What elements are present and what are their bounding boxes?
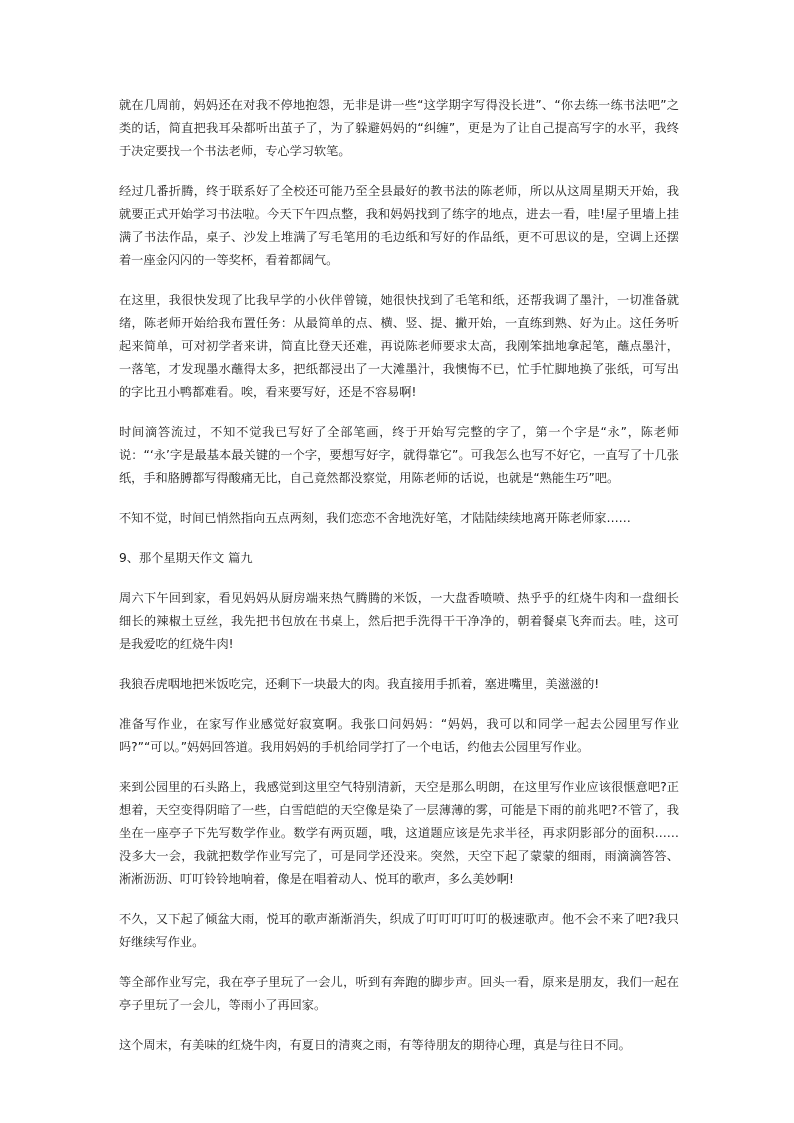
- section-title: 9、那个星期天作文 篇九: [119, 551, 253, 565]
- paragraph: 就在几周前，妈妈还在对我不停地抱怨，无非是讲一些“这学期字写得没长进”、“你去练一练书法吧”之类的话，简直把我耳朵都听出茧子了，为了躲避妈妈的“纠缠”，更是为了让自己提高写字的水平，我终于决定要找一个书法老师，专心学习软笔。: [119, 98, 679, 158]
- paragraph: 等全部作业写完，我在亭子里玩了一会儿，听到有奔跑的脚步声。回头一看，原来是朋友，我们一起在亭子里玩了一会儿，等雨小了再回家。: [119, 975, 679, 1012]
- document-page: [119, 94, 679, 1074]
- paragraph: 这个周末，有美味的红烧牛肉，有夏日的清爽之雨，有等待朋友的期待心理，真是与往日不同。: [119, 1038, 631, 1052]
- paragraph: 周六下午回到家，看见妈妈从厨房端来热气腾腾的米饭，一大盘香喷喷、热乎乎的红烧牛肉和一盘细长细长的辣椒土豆丝，我先把书包放在书桌上，然后把手洗得干干净净的，朝着餐桌飞奔而去。哇，这可是我爱吃的红烧牛肉!: [119, 591, 679, 651]
- paragraph: 我狼吞虎咽地把米饭吃完，还剩下一块最大的肉。我直接用手抓着，塞进嘴里，美滋滋的!: [119, 677, 600, 691]
- paragraph: 经过几番折腾，终于联系好了全校还可能乃至全县最好的教书法的陈老师，所以从这周星期天开始，我就要正式开始学习书法啦。今天下午四点整，我和妈妈找到了练字的地点，进去一看，哇!屋子里墙上挂满了书法作品，桌子、沙发上堆满了写毛笔用的毛边纸和写好的作品纸，更不可思议的是，空调上还摆着一座金闪闪的一等奖杯，看着都阔气。: [119, 184, 679, 267]
- paragraph: 不知不觉，时间已悄然指向五点两刻，我们恋恋不舍地洗好笔，才陆陆续续地离开陈老师家……: [119, 511, 631, 525]
- paragraph: 时间滴答流过，不知不觉我已写好了全部笔画，终于开始写完整的字了，第一个字是“永”，陈老师说：“‘永’字是最基本最关键的一个字，要想写好字，就得靠它”。可我怎么也写不好它，一直写了十几张纸，手和胳膊都写得酸痛无比，自己竟然都没察觉，用陈老师的话说，也就是“熟能生巧”吧。: [119, 425, 679, 485]
- paragraph: 来到公园里的石头路上，我感觉到这里空气特别清新，天空是那么明朗，在这里写作业应该很惬意吧?正想着，天空变得阴暗了一些，白雪皑皑的天空像是染了一层薄薄的雾，可能是下雨的前兆吧?不管了，我坐在一座亭子下先写数学作业。数学有两页题，哦，这道题应该是先求半径，再求阴影部分的面积……没多大一会，我就把数学作业写完了，可是同学还没来。突然，天空下起了蒙蒙的细雨，雨滴滴答答、淅淅沥沥、叮叮铃铃地响着，像是在唱着动人、悦耳的歌声，多么美妙啊!: [119, 780, 679, 886]
- paragraph: 在这里，我很快发现了比我早学的小伙伴曾镜，她很快找到了毛笔和纸，还帮我调了墨汁，一切准备就绪，陈老师开始给我布置任务：从最简单的点、横、竖、提、撇开始，一直练到熟、好为止。这任务听起来简单，可对初学者来讲，简直比登天还难，再说陈老师要求太高，我刚笨拙地拿起笔，蘸点墨汁，一落笔，才发现墨水蘸得太多，把纸都浸出了一大滩墨汁，我懊悔不已，忙手忙脚地换了张纸，可写出的字比丑小鸭都难看。唉，看来要写好，还是不容易啊!: [119, 293, 679, 399]
- paragraph: 不久，又下起了倾盆大雨，悦耳的歌声渐渐消失，织成了叮叮叮叮叮的极速歌声。他不会不来了吧?我只好继续写作业。: [119, 912, 679, 949]
- paragraph: 准备写作业，在家写作业感觉好寂寞啊。我张口问妈妈：“妈妈，我可以和同学一起去公园里写作业吗?”“可以。”妈妈回答道。我用妈妈的手机给同学打了一个电话，约他去公园里写作业。: [119, 717, 679, 754]
